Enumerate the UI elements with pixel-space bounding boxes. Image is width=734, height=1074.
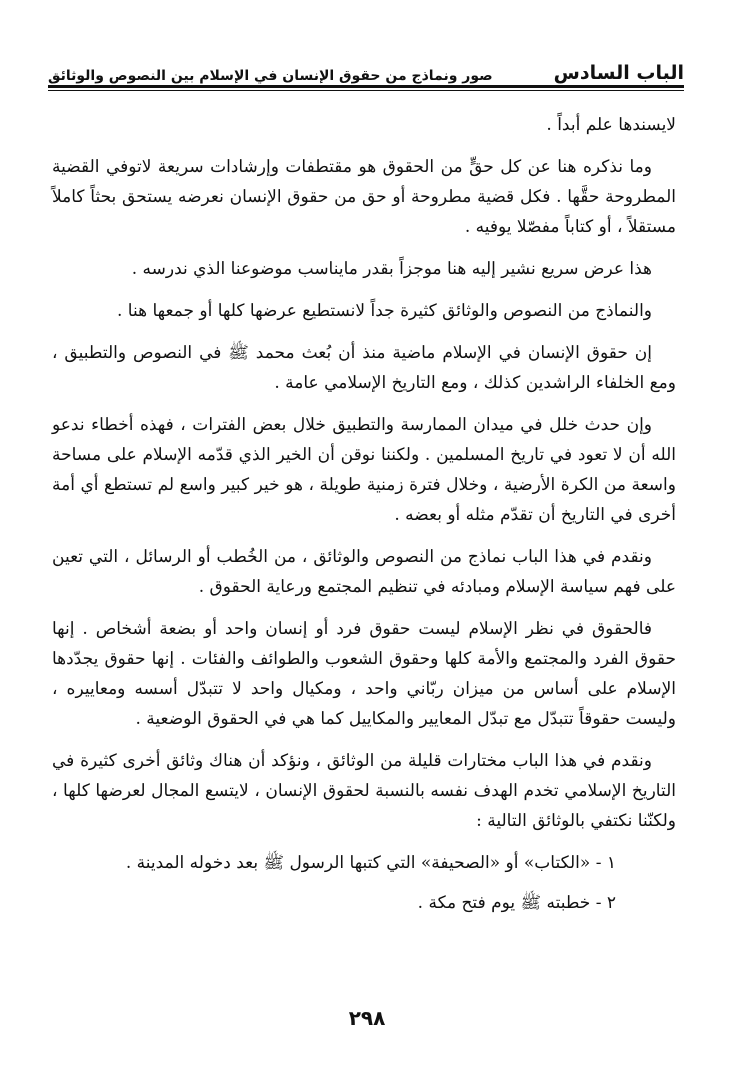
paragraph: فالحقوق في نظر الإسلام ليست حقوق فرد أو إنسان واحد أو بضعة أشخاص . إنها حقوق الفرد والمجتمع والأمة كلها وحقوق الشعوب والطوائف والفئات . إنها حقوق يجدّدها الإسلام على أساس من ميزان ربّاني واحد ، ومكيال واحد لا تتبدّل أسسه ومعاييره ، وليست حقوقاً تتبدّل مع تبدّل المعايير والمكاييل كما هي في الحقوق الوضعية . <box>52 619 676 729</box>
list-item: ٢ - خطبته ﷺ يوم فتح مكة . <box>417 893 616 913</box>
paragraph: ونقدم في هذا الباب مختارات قليلة من الوثائق ، ونؤكد أن هناك وثائق أخرى كثيرة في التاريخ الإسلامي تخدم الهدف نفسه بالنسبة لحقوق الإنسان ، لايتسع المجال لعرضها كلها ، ولكنّنا نكتفي بالوثائق التالية : <box>52 751 676 831</box>
paragraph: إن حقوق الإنسان في الإسلام ماضية منذ أن بُعث محمد ﷺ في النصوص والتطبيق ، ومع الخلفاء الراشدين كذلك ، ومع التاريخ الإسلامي عامة . <box>52 343 676 393</box>
running-title: صور ونماذج من حقوق الإنسان في الإسلام بين النصوص والوثائق <box>48 68 493 84</box>
list-item: ١ - «الكتاب» أو «الصحيفة» التي كتبها الرسول ﷺ بعد دخوله المدينة . <box>125 853 616 873</box>
body-text <box>52 110 676 928</box>
page-header <box>48 50 684 84</box>
paragraph: وإن حدث خلل في ميدان الممارسة والتطبيق خلال بعض الفترات ، فهذه أخطاء ندعو الله أن لا تعود في تاريخ المسلمين . ولكننا نوقن أن الخير الذي قدّمه الإسلام على مساحة واسعة من الكرة الأرضية ، وخلال فترة زمنية طويلة ، هو خير كبير واسع لم تستطع أي أمة أخرى في التاريخ أن تقدّم مثله أو بعضه . <box>52 415 676 525</box>
page-number: ٢٩٨ <box>348 1006 386 1030</box>
chapter-title: الباب السادس <box>553 62 684 84</box>
paragraph: والنماذج من النصوص والوثائق كثيرة جداً لانستطيع عرضها كلها أو جمعها هنا . <box>116 301 652 321</box>
header-rule <box>48 85 684 88</box>
header-rule-thin <box>48 90 684 91</box>
paragraph: وما نذكره هنا عن كل حقٍّ من الحقوق هو مقتطفات وإرشادات سريعة لاتوفي القضية المطروحة حقَّها . فكل قضية مطروحة أو حق من حقوق الإنسان نعرضه يستحق بحثاً كاملاً مستقلاً ، أو كتاباً مفصّلا يوفيه . <box>52 157 676 237</box>
paragraph: ونقدم في هذا الباب نماذج من النصوص والوثائق ، من الخُطب أو الرسائل ، التي تعين على فهم سياسة الإسلام ومبادئه في تنظيم المجتمع ورعاية الحقوق . <box>52 547 676 597</box>
paragraph: لايسندها علم أبداً . <box>546 115 676 135</box>
paragraph: هذا عرض سريع نشير إليه هنا موجزاً بقدر مايناسب موضوعنا الذي ندرسه . <box>131 259 652 279</box>
